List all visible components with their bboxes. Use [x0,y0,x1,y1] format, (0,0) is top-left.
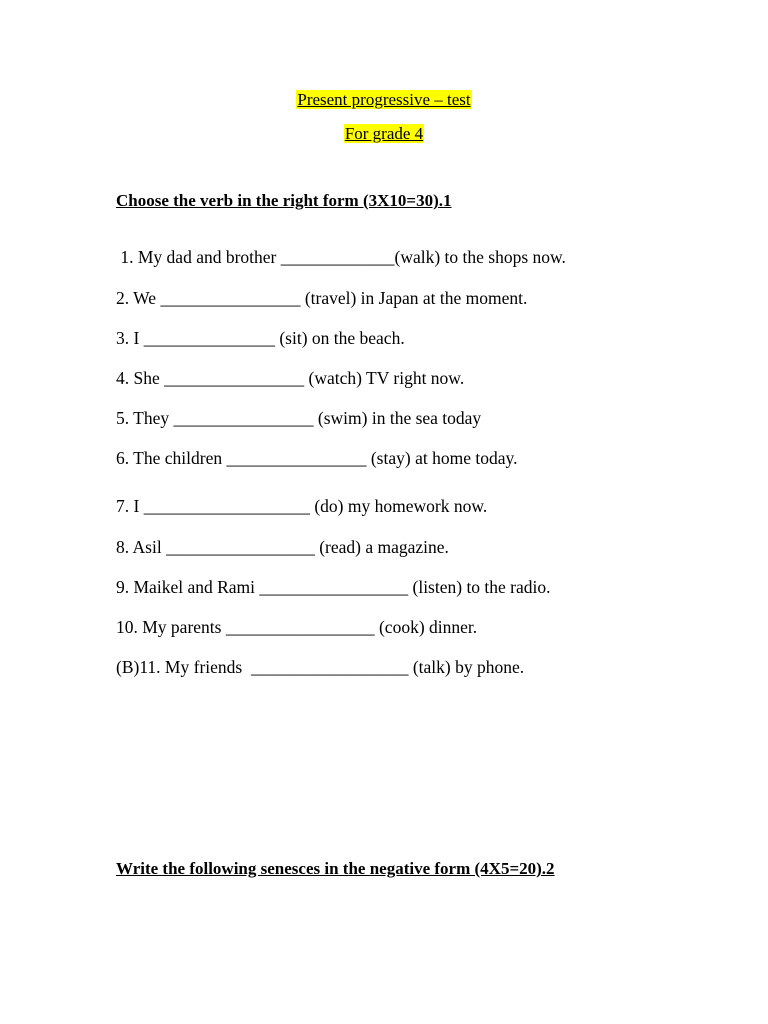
question-9: 9. Maikel and Rami _________________ (listen) to the radio. [116,577,551,597]
question-10: 10. My parents _________________ (cook) dinner. [116,617,478,637]
question-3: 3. I _______________ (sit) on the beach. [116,328,405,348]
grade-subtitle: For grade 4 [344,124,424,143]
question-7: 7. I ___________________ (do) my homework now. [116,496,488,516]
question-1: 1. My dad and brother _____________(walk) to the shops now. [116,247,566,267]
test-title: Present progressive – test [297,90,471,109]
section2-heading: Write the following senesces in the negative form (4X5=20).2 [116,859,555,878]
question-11: (B)11. My friends __________________ (talk) by phone. [116,657,525,677]
question-4: 4. She ________________ (watch) TV right now. [116,368,465,388]
question-5: 5. They ________________ (swim) in the sea today [116,408,482,428]
subtitle-line [0,124,768,144]
question-6: 6. The children ________________ (stay) at home today. [116,448,518,468]
title-line [0,90,768,110]
question-2: 2. We ________________ (travel) in Japan at the moment. [116,288,528,308]
question-8: 8. Asil _________________ (read) a magazine. [116,537,449,557]
section1-heading: Choose the verb in the right form (3X10=30).1 [116,191,452,210]
